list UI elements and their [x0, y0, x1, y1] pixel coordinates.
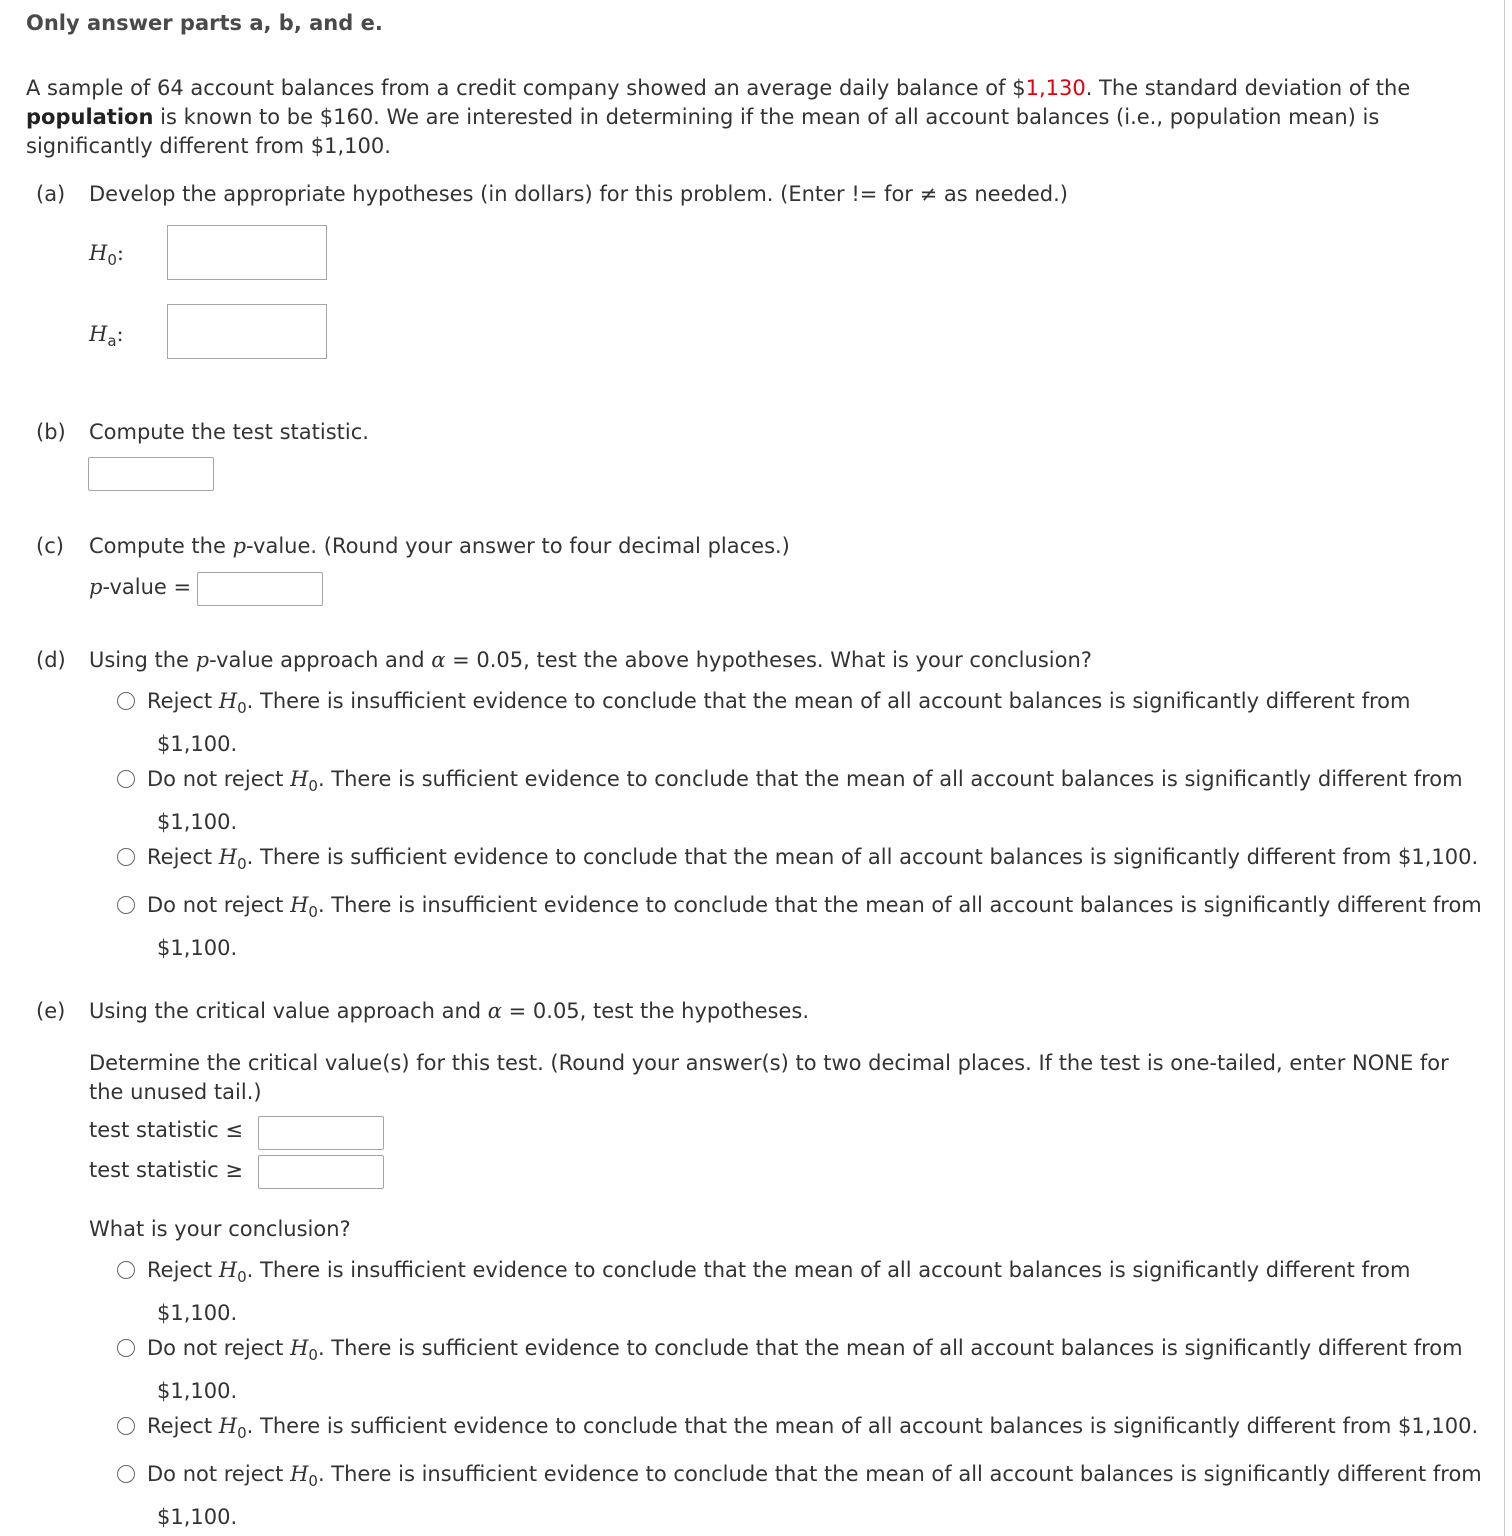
h0-input[interactable] — [167, 225, 327, 280]
part-d-label: (d) — [36, 648, 66, 672]
part-b-text: Compute the test statistic. — [89, 420, 369, 444]
part-e-text: Using the critical value approach and α = 0.05, test the hypotheses. — [89, 999, 810, 1023]
e-option-4-radio[interactable] — [117, 1465, 135, 1483]
d-option-4-radio[interactable] — [117, 896, 135, 914]
problem-text-1: A sample of 64 account balances from a credit company showed an average daily balance of $ — [26, 76, 1026, 100]
d-option-3[interactable]: Reject $H_0$. There is sufficient evidence to conclude that the mean of all account balances is significantly different from $1,100. — [147, 845, 1479, 874]
part-a-text: Develop the appropriate hypotheses (in dollars) for this problem. (Enter != for ≠ as needed.) — [89, 182, 1068, 206]
ts-le-label: test statistic ≤ — [89, 1118, 243, 1142]
d-option-2-radio[interactable] — [117, 770, 135, 788]
e-option-2-radio[interactable] — [117, 1339, 135, 1357]
instruction-text: Only answer parts a, b, and e. — [26, 11, 383, 35]
part-a-label: (a) — [36, 182, 66, 206]
e-option-2[interactable]: Do not reject $H_0$. There is sufficient evidence to conclude that the mean of all account balances is significantly different from $1,100. — [147, 1336, 1463, 1404]
d-option-1[interactable]: Reject $H_0$. There is insufficient evidence to conclude that the mean of all account balances is significantly different from $1,100. — [147, 689, 1411, 757]
critical-value-instructions: Determine the critical value(s) for this test. (Round your answer(s) to two decimal places. If the test is one-tailed, enter NONE for the unused tail.) — [89, 1051, 1449, 1104]
problem-statement — [26, 74, 1446, 161]
test-statistic-input[interactable] — [88, 457, 214, 491]
e-option-3[interactable]: Reject $H_0$. There is sufficient evidence to conclude that the mean of all account balances is significantly different from $1,100. — [147, 1414, 1479, 1443]
part-c-label: (c) — [36, 534, 64, 558]
ha-label: $H_a$: — [89, 322, 124, 351]
e-option-4[interactable]: Do not reject $H_0$. There is insufficient evidence to conclude that the mean of all account balances is significantly different from $1,100. — [147, 1462, 1482, 1530]
ha-input[interactable] — [167, 304, 327, 359]
critical-upper-input[interactable] — [258, 1155, 384, 1189]
part-d-text: Using the p-value approach and α = 0.05, test the above hypotheses. What is your conclusion? — [89, 648, 1092, 672]
d-option-2[interactable]: Do not reject $H_0$. There is sufficient evidence to conclude that the mean of all account balances is significantly different from $1,100. — [147, 767, 1463, 835]
pvalue-input[interactable] — [197, 572, 323, 606]
sample-mean-value: 1,130 — [1025, 76, 1086, 100]
e-option-1-radio[interactable] — [117, 1261, 135, 1279]
part-b-label: (b) — [36, 420, 66, 444]
d-option-3-radio[interactable] — [117, 848, 135, 866]
part-e-label: (e) — [36, 999, 66, 1023]
conclusion-question: What is your conclusion? — [89, 1217, 351, 1241]
problem-text-2: . The standard deviation of the — [1085, 76, 1411, 100]
d-option-4[interactable]: Do not reject $H_0$. There is insufficient evidence to conclude that the mean of all account balances is significantly different from $1,100. — [147, 893, 1482, 961]
pvalue-label: p-value = — [89, 575, 192, 599]
part-c-text: Compute the p-value. (Round your answer to four decimal places.) — [89, 534, 790, 558]
ts-ge-label: test statistic ≥ — [89, 1158, 243, 1182]
h0-label: $H_0$: — [89, 241, 124, 270]
e-option-3-radio[interactable] — [117, 1417, 135, 1435]
d-option-1-radio[interactable] — [117, 692, 135, 710]
problem-text-3: is known to be $160. We are interested in determining if the mean of all account balances (i.e., population mean) is significantly different from $1,100. — [26, 105, 1380, 158]
critical-lower-input[interactable] — [258, 1116, 384, 1150]
e-option-1[interactable]: Reject $H_0$. There is insufficient evidence to conclude that the mean of all account balances is significantly different from $1,100. — [147, 1258, 1411, 1326]
population-bold: population — [26, 105, 154, 129]
